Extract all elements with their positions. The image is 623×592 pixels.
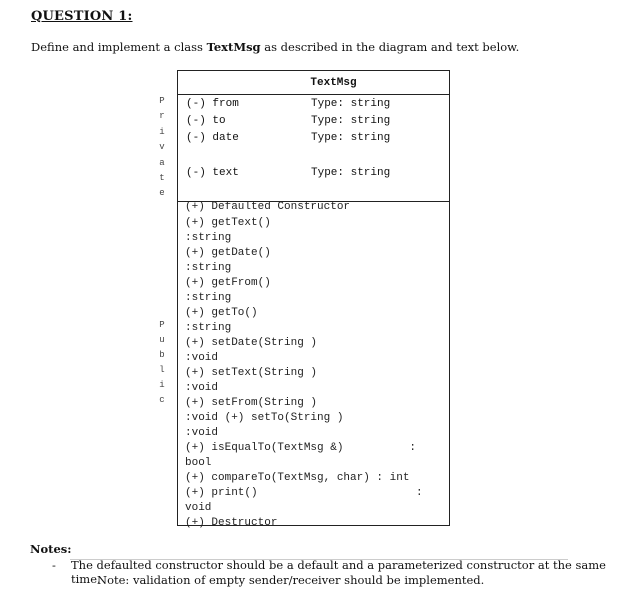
uml-method-line: :void xyxy=(185,382,219,394)
uml-method-line: (+) getFrom() xyxy=(185,277,271,289)
uml-method-line: :void xyxy=(185,352,219,364)
attribute-to-name: (-) to xyxy=(186,115,226,127)
notes-label: Notes: xyxy=(30,542,72,556)
attribute-text-type: Type: string xyxy=(311,167,391,179)
private-label-letter: v xyxy=(159,142,165,153)
uml-method-line: (+) isEqualTo(TextMsg &) : xyxy=(185,442,417,454)
uml-method-line: bool xyxy=(185,457,212,469)
private-label-letter: r xyxy=(159,111,165,122)
private-label-letter: e xyxy=(159,188,165,199)
public-label-letter: c xyxy=(159,395,165,405)
uml-class-name: TextMsg xyxy=(178,71,449,95)
private-label-letter: t xyxy=(159,172,165,183)
intro-text xyxy=(31,40,519,54)
uml-method-line: (+) Defaulted Constructor xyxy=(185,201,351,213)
uml-attributes-section xyxy=(178,95,449,202)
attribute-text-name: (-) text xyxy=(186,167,239,179)
intro-prefix: Define and implement a class xyxy=(31,40,207,54)
public-section-label xyxy=(156,318,168,408)
uml-method-line: void xyxy=(185,502,212,514)
question-heading: QUESTION 1: xyxy=(31,9,133,24)
uml-method-line: :void xyxy=(185,427,219,439)
uml-method-line: :string xyxy=(185,322,232,334)
attribute-to-type: Type: string xyxy=(311,115,391,127)
uml-method-line: (+) Destructor xyxy=(185,517,278,529)
public-label-letter: l xyxy=(159,365,165,375)
public-label-letter: i xyxy=(159,380,165,390)
uml-method-line: (+) setFrom(String ) xyxy=(185,397,318,409)
private-label-letter: i xyxy=(159,126,165,137)
uml-method-line: (+) getDate() xyxy=(185,247,271,259)
uml-class-diagram xyxy=(177,70,450,529)
uml-method-line: :string xyxy=(185,232,232,244)
private-label-letter: a xyxy=(159,157,165,168)
uml-method-line: (+) print() : xyxy=(185,487,423,499)
uml-method-line: (+) compareTo(TextMsg, char) : int xyxy=(185,472,410,484)
uml-method-line: :string xyxy=(185,292,232,304)
attribute-date-type: Type: string xyxy=(311,132,391,144)
uml-method-line: (+) setText(String ) xyxy=(185,367,318,379)
attribute-date-name: (-) date xyxy=(186,132,239,144)
private-label-letter: P xyxy=(159,96,165,106)
private-section-label xyxy=(156,94,168,202)
uml-method-line: (+) getText() xyxy=(185,217,271,229)
attribute-from-name: (-) from xyxy=(186,98,239,110)
public-label-letter: u xyxy=(159,335,165,345)
public-label-letter: b xyxy=(159,350,165,360)
uml-method-line: (+) setDate(String ) xyxy=(185,337,318,349)
notes-line-1: The defaulted constructor should be a default and a parameterized constructor at the same time. xyxy=(71,558,606,586)
uml-method-line: :void (+) setTo(String ) xyxy=(185,412,344,424)
notes-line-2: Note: validation of empty sender/receiver should be implemented. xyxy=(97,573,485,587)
public-label-letter: P xyxy=(159,320,165,330)
uml-method-line: (+) getTo() xyxy=(185,307,258,319)
uml-method-line: :string xyxy=(185,262,232,274)
notes-bullet: - xyxy=(52,558,56,572)
intro-suffix: as described in the diagram and text below. xyxy=(260,40,520,54)
attribute-from-type: Type: string xyxy=(311,98,391,110)
intro-class-name: TextMsg xyxy=(206,40,261,54)
